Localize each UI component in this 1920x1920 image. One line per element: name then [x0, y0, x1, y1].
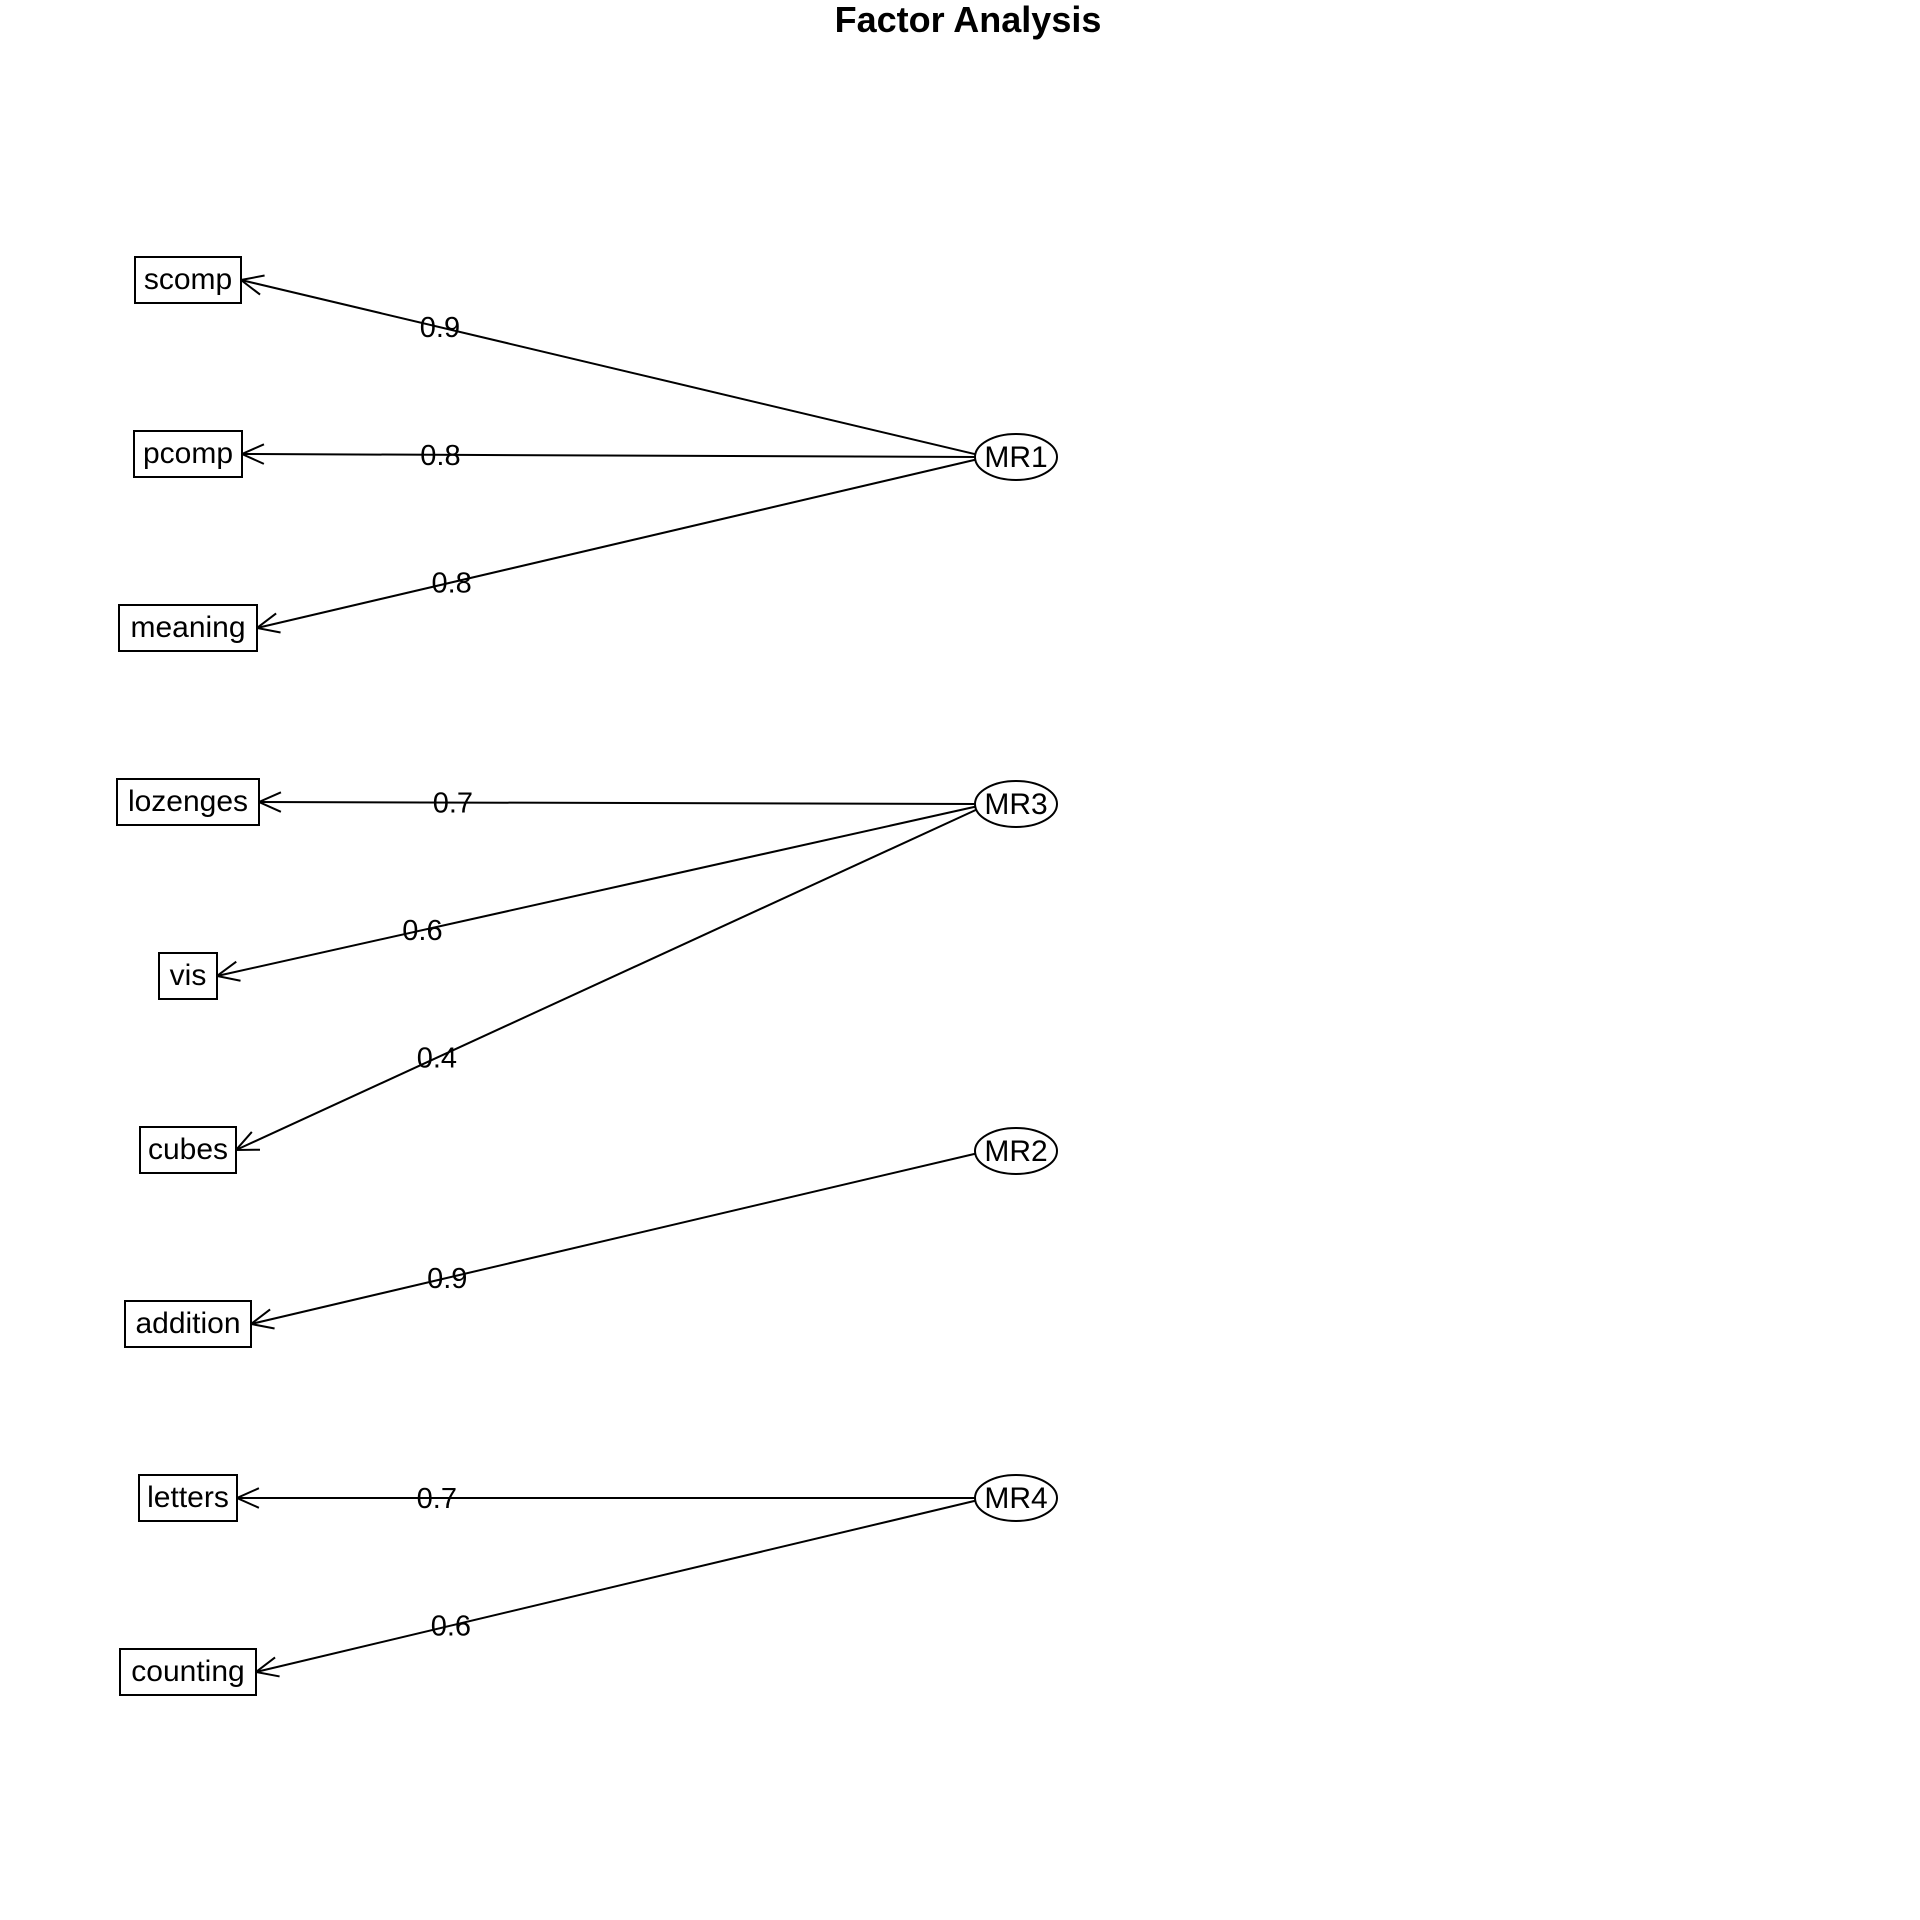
- loading-label: 0.6: [430, 1610, 472, 1643]
- loading-label: 0.7: [416, 1483, 457, 1515]
- loading-edge: [241, 276, 978, 455]
- variable-label: scomp: [143, 263, 233, 296]
- loading-edge: [237, 1483, 977, 1515]
- factor-node-MR4: [975, 1475, 1057, 1521]
- variable-node-meaning: [119, 605, 257, 651]
- variable-label: vis: [169, 959, 207, 992]
- factor-label: MR3: [984, 788, 1048, 821]
- loading-label: 0.7: [432, 787, 474, 820]
- variable-label: pcomp: [142, 437, 234, 470]
- loading-edge: [257, 459, 978, 632]
- variable-node-addition: [125, 1301, 251, 1347]
- factor-node-MR3: [975, 781, 1057, 827]
- loading-edge: [217, 806, 978, 981]
- diagram-title: Factor Analysis: [834, 0, 1102, 40]
- variable-label: addition: [135, 1307, 241, 1340]
- loading-edges: [217, 276, 980, 1677]
- loading-label: 0.9: [419, 312, 461, 345]
- loading-edge: [236, 808, 980, 1150]
- variable-node-vis: [159, 953, 217, 999]
- factor-node-MR1: [975, 434, 1057, 480]
- loading-label: 0.6: [402, 915, 443, 948]
- variable-label: cubes: [147, 1133, 229, 1166]
- factor-label: MR1: [984, 441, 1048, 474]
- loading-label: 0.8: [420, 439, 461, 472]
- variable-label: meaning: [130, 611, 246, 644]
- loading-edge: [256, 1500, 978, 1676]
- variable-label: counting: [131, 1655, 245, 1688]
- variable-node-cubes: [140, 1127, 236, 1173]
- variable-node-counting: [120, 1649, 256, 1695]
- variable-label: letters: [147, 1481, 229, 1514]
- loading-label: 0.8: [431, 567, 472, 600]
- variable-node-pcomp: [134, 431, 242, 477]
- loading-label: 0.9: [427, 1262, 468, 1295]
- loading-label: 0.4: [416, 1042, 458, 1075]
- factor-node-MR2: [975, 1128, 1057, 1174]
- variable-node-letters: [139, 1475, 237, 1521]
- factor-label: MR4: [984, 1482, 1048, 1515]
- factor-label: MR2: [984, 1135, 1048, 1168]
- variable-node-scomp: [135, 257, 241, 303]
- loading-edge: [251, 1153, 978, 1328]
- variable-node-lozenges: [117, 779, 259, 825]
- loading-edge: [259, 788, 977, 820]
- variable-label: lozenges: [127, 785, 249, 818]
- loading-edge: [242, 440, 977, 472]
